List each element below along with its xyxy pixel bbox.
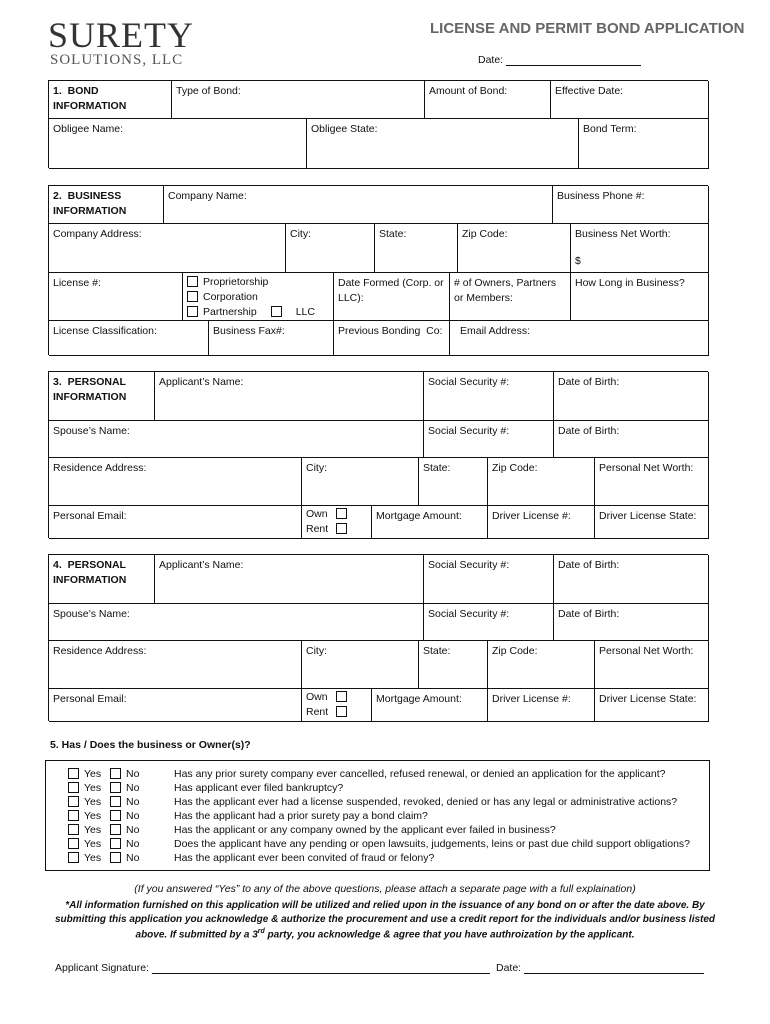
explanation-note: (If you answered “Yes” to any of the above questions, please attach a separate page with a full explaination) (134, 883, 636, 895)
zip-code-field[interactable]: Zip Code: (488, 458, 595, 506)
business-phone-field[interactable]: Business Phone #: (553, 186, 709, 224)
own-checkbox[interactable]: Own (306, 507, 367, 522)
rent-checkbox[interactable]: Rent (306, 522, 367, 537)
spouse-name-field[interactable]: Spouse’s Name: (49, 604, 424, 641)
applicant-name-field[interactable]: Applicant’s Name: (155, 555, 424, 604)
partnership-checkbox[interactable]: Partnership (187, 306, 257, 318)
applicant-name-field[interactable]: Applicant’s Name: (155, 372, 424, 421)
question-text: Has any prior surety company ever cancelled, refused renewal, or denied an application for the applicant? (174, 768, 666, 780)
residence-address-field[interactable]: Residence Address: (49, 641, 302, 689)
section-personal-information-1 (48, 371, 708, 538)
no-checkbox[interactable]: No (110, 837, 174, 851)
how-long-in-business-field[interactable]: How Long in Business? (571, 273, 709, 321)
section-header: 3. PERSONAL INFORMATION (49, 372, 155, 421)
question-text: Has the applicant ever been convited of fraud or felony? (174, 852, 435, 864)
question-row (68, 795, 677, 809)
date-formed-field[interactable]: Date Formed (Corp. or LLC): (334, 273, 450, 321)
number-of-owners-field[interactable]: # of Owners, Partners or Members: (450, 273, 571, 321)
obligee-state-field[interactable]: Obligee State: (307, 119, 579, 169)
email-address-field[interactable]: Email Address: (450, 321, 709, 356)
question-row (68, 823, 556, 837)
spouse-name-field[interactable]: Spouse’s Name: (49, 421, 424, 458)
city-field[interactable]: City: (302, 458, 419, 506)
effective-date-field[interactable]: Effective Date: (551, 81, 709, 119)
question-row (68, 767, 665, 781)
spouse-social-security-field[interactable]: Social Security #: (424, 604, 554, 641)
signature-line[interactable] (152, 963, 490, 974)
question-text: Has the applicant or any company owned by the applicant ever failed in business? (174, 824, 556, 836)
date-field[interactable] (478, 54, 641, 66)
residence-address-field[interactable]: Residence Address: (49, 458, 302, 506)
disclaimer-line-2: submitting this application you acknowledge & authorize the procurement and use a credit report for the individuals and/or business listed (54, 914, 716, 925)
applicant-signature-field[interactable] (55, 962, 490, 974)
date-of-birth-field[interactable]: Date of Birth: (554, 555, 709, 604)
social-security-field[interactable]: Social Security #: (424, 372, 554, 421)
yes-checkbox[interactable]: Yes (68, 781, 110, 795)
signature-date-line[interactable] (524, 963, 704, 974)
business-net-worth-field[interactable]: Business Net Worth: $ (571, 224, 709, 273)
disclaimer-line-3: above. If submitted by a 3rd party, you acknowledge & agree that you have authroization by the applicant. (135, 928, 635, 941)
yes-checkbox[interactable]: Yes (68, 809, 110, 823)
license-number-field[interactable]: License #: (49, 273, 183, 321)
section-header: 2. BUSINESS INFORMATION (49, 186, 164, 224)
page-title: LICENSE AND PERMIT BOND APPLICATION (430, 20, 745, 37)
mortgage-amount-field[interactable]: Mortgage Amount: (372, 689, 488, 722)
question-text: Does the applicant have any pending or open lawsuits, judgements, leins or past due child support obligations? (174, 838, 690, 850)
no-checkbox[interactable]: No (110, 781, 174, 795)
zip-code-field[interactable]: Zip Code: (458, 224, 571, 273)
llc-checkbox[interactable]: LLC (271, 306, 315, 318)
question-text: Has the applicant had a prior surety pay a bond claim? (174, 810, 428, 822)
personal-net-worth-field[interactable]: Personal Net Worth: (595, 641, 709, 689)
yes-checkbox[interactable]: Yes (68, 837, 110, 851)
own-checkbox[interactable]: Own (306, 690, 367, 705)
disclaimer-line-1: *All information furnished on this application will be utilized and relied upon in the issuance of any bond on or after the date above. By (65, 900, 705, 911)
amount-of-bond-field[interactable]: Amount of Bond: (425, 81, 551, 119)
signature-label: Applicant Signature: (55, 962, 149, 974)
bond-term-field[interactable]: Bond Term: (579, 119, 709, 169)
yes-checkbox[interactable]: Yes (68, 823, 110, 837)
spouse-date-of-birth-field[interactable]: Date of Birth: (554, 421, 709, 458)
driver-license-state-field[interactable]: Driver License State: (595, 689, 709, 722)
city-field[interactable]: City: (302, 641, 419, 689)
section-header: 1. BOND INFORMATION (49, 81, 172, 119)
social-security-field[interactable]: Social Security #: (424, 555, 554, 604)
date-line[interactable] (506, 55, 641, 66)
proprietorship-checkbox[interactable]: Proprietorship (187, 275, 329, 290)
no-checkbox[interactable]: No (110, 795, 174, 809)
company-address-field[interactable]: Company Address: (49, 224, 286, 273)
yes-checkbox[interactable]: Yes (68, 795, 110, 809)
questions-box (45, 760, 710, 871)
yes-checkbox[interactable]: Yes (68, 767, 110, 781)
date-label: Date: (478, 54, 504, 66)
question-row (68, 851, 434, 865)
entity-type-options (183, 273, 334, 321)
section-bond-information (48, 80, 708, 168)
driver-license-field[interactable]: Driver License #: (488, 506, 595, 539)
mortgage-amount-field[interactable]: Mortgage Amount: (372, 506, 488, 539)
own-rent-options (302, 506, 372, 539)
company-name-field[interactable]: Company Name: (164, 186, 553, 224)
question-text: Has applicant ever filed bankruptcy? (174, 782, 344, 794)
question-row (68, 837, 690, 851)
driver-license-state-field[interactable]: Driver License State: (595, 506, 709, 539)
signature-date-label: Date: (496, 962, 522, 974)
state-field[interactable]: State: (419, 641, 488, 689)
zip-code-field[interactable]: Zip Code: (488, 641, 595, 689)
obligee-name-field[interactable]: Obligee Name: (49, 119, 307, 169)
date-of-birth-field[interactable]: Date of Birth: (554, 372, 709, 421)
question-text: Has the applicant ever had a license suspended, revoked, denied or has any legal or administrative actions? (174, 796, 678, 808)
spouse-date-of-birth-field[interactable]: Date of Birth: (554, 604, 709, 641)
personal-net-worth-field[interactable]: Personal Net Worth: (595, 458, 709, 506)
license-classification-field[interactable]: License Classification: (49, 321, 209, 356)
corporation-checkbox[interactable]: Corporation (187, 290, 329, 305)
spouse-social-security-field[interactable]: Social Security #: (424, 421, 554, 458)
business-fax-field[interactable]: Business Fax#: (209, 321, 334, 356)
personal-email-field[interactable]: Personal Email: (49, 689, 302, 722)
signature-date-field[interactable] (496, 962, 704, 974)
question-row (68, 781, 343, 795)
logo: SURETY (48, 15, 195, 55)
question-row (68, 809, 428, 823)
no-checkbox[interactable]: No (110, 767, 174, 781)
rent-checkbox[interactable]: Rent (306, 705, 367, 720)
yes-checkbox[interactable]: Yes (68, 851, 110, 865)
no-checkbox[interactable]: No (110, 851, 174, 865)
section-business-information (48, 185, 708, 355)
state-field[interactable]: State: (419, 458, 488, 506)
type-of-bond-field[interactable]: Type of Bond: (172, 81, 425, 119)
section-header: 4. PERSONAL INFORMATION (49, 555, 155, 604)
own-rent-options (302, 689, 372, 722)
section-personal-information-2 (48, 554, 708, 721)
driver-license-field[interactable]: Driver License #: (488, 689, 595, 722)
personal-email-field[interactable]: Personal Email: (49, 506, 302, 539)
section-5-title: 5. Has / Does the business or Owner(s)? (50, 739, 251, 751)
no-checkbox[interactable]: No (110, 823, 174, 837)
city-field[interactable]: City: (286, 224, 375, 273)
no-checkbox[interactable]: No (110, 809, 174, 823)
previous-bonding-field[interactable]: Previous Bonding Co: (334, 321, 450, 356)
logo-subtitle: SOLUTIONS, LLC (50, 52, 184, 68)
state-field[interactable]: State: (375, 224, 458, 273)
